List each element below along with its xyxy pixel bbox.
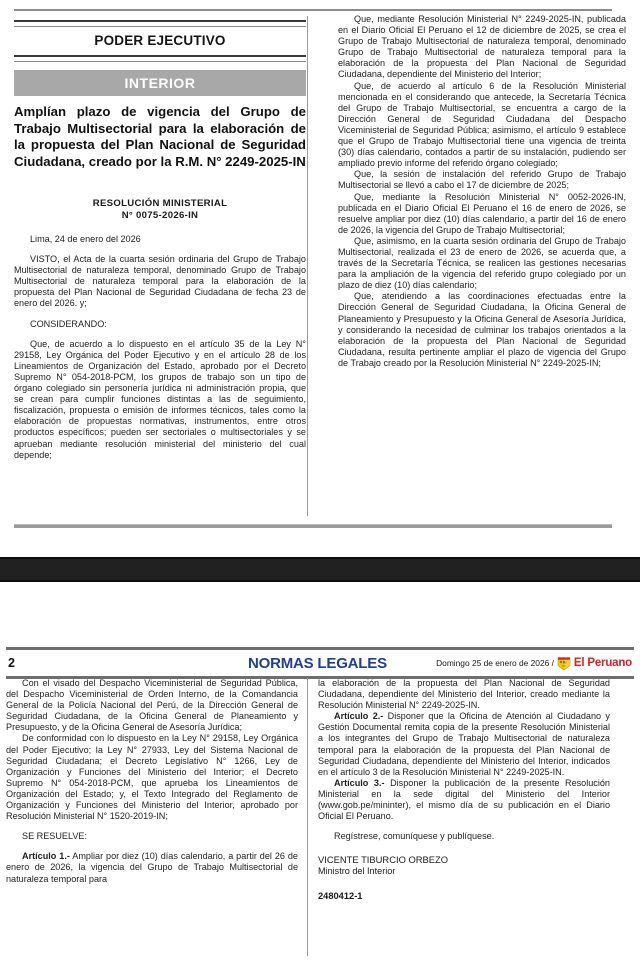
signer-role: Ministro del Interior [318, 865, 396, 876]
signer-name: VICENTE TIBURCIO ORBEZO [318, 854, 449, 866]
considerando-4: Que, la sesión de instalación del referido Grupo de Trabajo Multisectorial se llevó a cabo el 17 de diciembre de 2025; [338, 169, 626, 191]
page-1-right-column [338, 14, 626, 369]
articulo-1 [6, 851, 298, 884]
articulo-2 [318, 711, 610, 778]
considerando-7: Que, atendiendo a las coordinaciones efectuadas entre la Dirección General de Seguridad Ciudadana, la Oficina General de Planeamiento y Presupuesto y la Oficina General de Asesoría Jurídica, y considerando la necesidad de culminar los trabajos orientados a la elaboración de la propuesta del Plan Nacional de Seguridad Ciudadana, resulta pertinente ampliar el plazo de vigencia del Grupo de Trabajo creado por la Resolución Ministerial N° 2249-2025-IN; [338, 291, 626, 368]
visado-paragraph: Con el visado del Despacho Viceministerial de Seguridad Pública, del Despacho Viceministerial de Orden Interno, de la Comandancia General de la Policía Nacional del Perú, de la Dirección General de Seguridad Ciudadana, de la Oficina General de Planeamiento y Presupuesto, y de la Oficina General de Asesoría Jurídica; [6, 678, 298, 733]
considerando-1: Que, de acuerdo a lo dispuesto en el artículo 35 de la Ley N° 29158, Ley Orgánica del Poder Ejecutivo y en el artículo 28 de los Lineamientos de Organización del Estado, aprobado por el Decreto Supremo N° 054-2018-PCM, los grupos de trabajo son un tipo de órgano colegiado sin personería jurídica ni administración propia, que se crean para cumplir funciones distintas a las de seguimiento, fiscalización, propuesta o emisión de informes técnicos, tales como la elaboración de propuestas normativas, instrumentos, entre otros productos específicos; pueden ser sectoriales o multisectoriales y se aprueban mediante resolución ministerial del ministerio del cual depende; [14, 338, 306, 460]
resolution-number: N° 0075-2026-IN [121, 210, 199, 221]
articulo-1-text: Ampliar por diez (10) días calendario, a partir del 26 de enero de 2026, la vigencia del Grupo de Trabajo Multisectorial de naturaleza temporal para [6, 851, 298, 884]
considerando-label: CONSIDERANDO: [30, 318, 107, 329]
page-1-content [14, 0, 626, 556]
peru-coat-of-arms-icon [557, 656, 571, 671]
header-right-group [436, 656, 634, 671]
page-2-right-column [318, 678, 610, 901]
articulo-1-label: Artículo 1.- [22, 851, 70, 862]
page-2-header [6, 647, 634, 679]
articulo-3 [318, 778, 610, 822]
page-title: Amplían plazo de vigencia del Grupo de Trabajo Multisectorial para la elaboración de la propuesta del Plan Nacional de Seguridad Ciudadana, creado por la R.M. N° 2249-2025-IN [14, 104, 306, 169]
page-number: 2 [8, 656, 15, 670]
visto-paragraph: VISTO, el Acta de la cuarta sesión ordinaria del Grupo de Trabajo Multisectorial de naturaleza temporal, denominado Grupo de Trabajo Multisectorial de naturaleza temporal para la elaboración de la propuesta del Plan Nacional de Seguridad Ciudadana de fecha 23 de enero del 2026. y; [14, 254, 306, 309]
conformidad-paragraph: De conformidad con lo dispuesto en la Ley N° 29158, Ley Orgánica del Poder Ejecutivo; la Ley N° 27933, Ley del Sistema Nacional de Seguridad Ciudadana; el Decreto Legislativo N° 1266, Ley de Organización y Funciones del Ministerio del Interior; el Decreto Supremo N° 054-2018-PCM, que aprueba los Lineamientos de Organización del Estado; y, el Texto Integrado del Reglamento de Organización y Funciones del Ministerio del Interior, aprobado por Resolución Ministerial N° 1520-2019-IN; [6, 733, 298, 822]
page-2-left-column [6, 678, 298, 885]
considerando-6: Que, asimismo, en la cuarta sesión ordinaria del Grupo de Trabajo Multisectorial, realizada el 23 de enero de 2026, se acuerda que, a través de la Secretaría Técnica, se realicen las gestiones necesarias para la ampliación de la vigencia del referido grupo colegiado por un plazo de diez (10) días calendario; [338, 235, 626, 291]
se-resuelve-label: SE RESUELVE: [22, 831, 88, 842]
publication-date: Domingo 25 de enero de 2026 / [436, 658, 554, 668]
articulo-3-text: Disponer la publicación de la presente Resolución Ministerial en la sede digital del Ministerio del Interior (www.gob.pe/mininter), el mismo día de su publicación en el Diario Oficial El Peruano. [318, 777, 610, 822]
masthead-rule-top [14, 20, 306, 27]
considerando-2: Que, mediante Resolución Ministerial N° 2249-2025-IN, publicada en el Diario Oficial El Peruano el 12 de diciembre de 2025, se crea el Grupo de Trabajo Multisectorial de naturaleza temporal, denominado Grupo de Trabajo Multisectorial de naturaleza temporal para la elaboración de la propuesta del Plan Nacional de Seguridad Ciudadana, dependiente del Ministerio del Interior; [338, 14, 626, 80]
registrese-line: Regístrese, comuníquese y publíquese. [334, 831, 495, 842]
considerando-5: Que, mediante la Resolución Ministerial N° 0052-2026-IN, publicada en el Diario Oficial El Peruano el 16 de enero de 2026, se resuelve ampliar por diez (10) días calendario, a partir del 16 de enero de 2026, la vigencia del Grupo de Trabajo Multisectorial; [338, 191, 626, 235]
page-2-column-divider [307, 678, 308, 956]
page-1-bottom-rule [14, 524, 612, 528]
page-2 [0, 578, 640, 962]
articulo-2-label: Artículo 2.- [334, 711, 384, 722]
resolution-kind: RESOLUCIÓN MINISTERIAL [92, 198, 228, 209]
articulo-3-label: Artículo 3.- [334, 777, 385, 788]
page-1-left-column [14, 234, 306, 461]
document-code: 2480412-1 [318, 891, 363, 902]
considerando-3: Que, de acuerdo al artículo 6 de la Resolución Ministerial mencionada en el considerando que antecede, la Secretaría Técnica del Grupo de Trabajo Multisectorial, se encuentra a cargo de la Dirección General de Seguridad Ciudadana del Despacho Viceministerial de Seguridad Pública; asimismo, el artículo 9 establece que el Grupo de Trabajo Multisectorial tiene una vigencia de treinta (30) días calendario, contados a partir de su instalación, pudiendo ser ampliado previo informe del referido órgano colegiado; [338, 80, 626, 169]
newspaper-name: El Peruano [573, 657, 632, 669]
top-hairline [14, 9, 612, 11]
page-1-column-divider [307, 16, 308, 516]
articulo-1-continuation: la elaboración de la propuesta del Plan Nacional de Seguridad Ciudadana, dependiente del Ministerio del Interior, creado mediante la Resolución Ministerial N° 2249-2025-IN. [318, 678, 610, 711]
masthead-title: PODER EJECUTIVO [94, 33, 226, 48]
place-date: Lima, 24 de enero del 2026 [30, 234, 141, 244]
articulo-2-text: Disponer que la Oficina de Atención al Ciudadano y Gestión Documental remita copia de la presente Resolución Ministerial a los integrantes del Grupo de Trabajo Multisectorial de naturaleza temporal para la elaboración de la propuesta del Plan Nacional de Seguridad Ciudadana, dependiente del Ministerio del Interior, indicados en el artículo 3 de la Resolución Ministerial N° 2249-2025-IN. [318, 711, 610, 777]
masthead [14, 20, 306, 62]
masthead-rule-bottom [14, 55, 306, 62]
publication-title: NORMAS LEGALES [248, 654, 387, 672]
resolution-heading [14, 198, 306, 222]
sector-banner: INTERIOR [14, 70, 306, 96]
